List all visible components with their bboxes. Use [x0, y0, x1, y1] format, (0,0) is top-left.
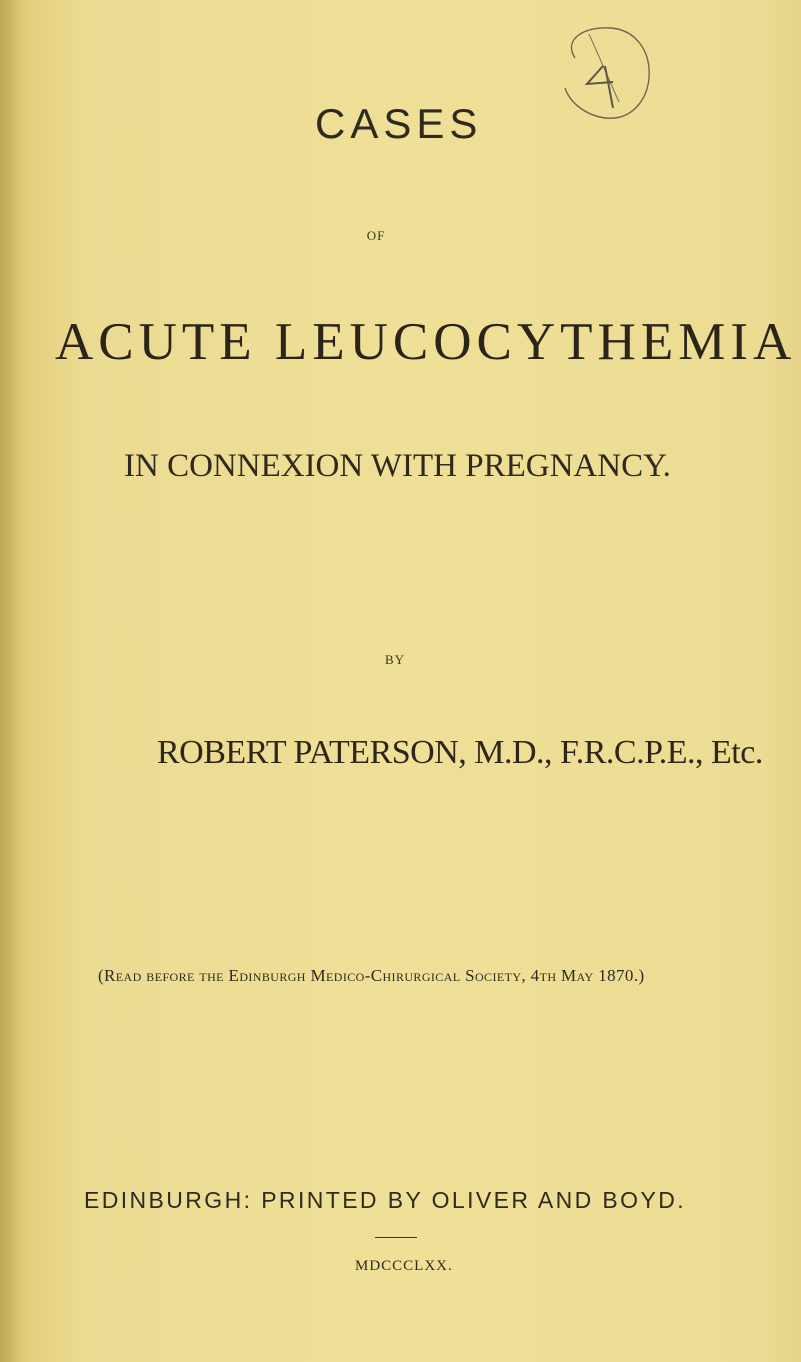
main-title: ACUTE LEUCOCYTHEMIA [55, 313, 797, 371]
stamp-text: 4 [605, 84, 606, 85]
heading-cases: CASES [315, 100, 483, 147]
heading-of: OF [366, 228, 386, 243]
read-note: (Read before the Edinburgh Medico-Chirurgical Society, 4th May 1870.) [98, 966, 645, 985]
imprint: EDINBURGH: PRINTED BY OLIVER AND BOYD. [84, 1187, 686, 1213]
handwritten-circled-number-icon [553, 20, 658, 130]
byline-by: BY [384, 652, 406, 667]
author-name: ROBERT PATERSON, M.D., F.R.C.P.E., Etc. [157, 734, 763, 771]
subtitle: IN CONNEXION WITH PREGNANCY. [124, 448, 671, 484]
divider-rule [375, 1237, 417, 1238]
page-edge-shadow [0, 0, 22, 1362]
publication-date: MDCCCLXX. [355, 1258, 453, 1274]
